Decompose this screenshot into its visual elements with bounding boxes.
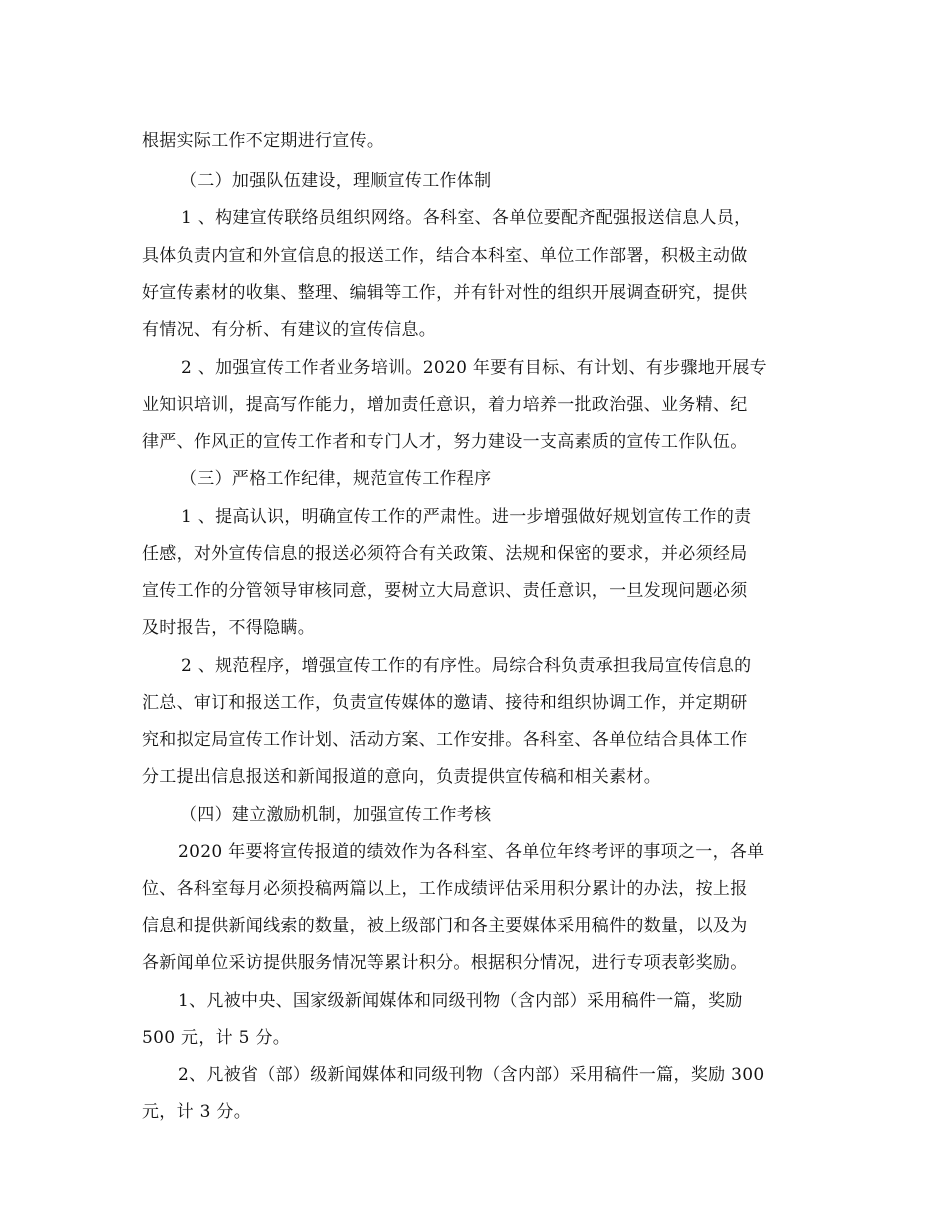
text-line: 究和拟定局宣传工作计划、活动方案、工作安排。各科室、各单位结合具体工作 <box>142 730 748 750</box>
text-line: 根据实际工作不定期进行宣传。 <box>142 131 385 151</box>
text-line: 500 元，计 5 分。 <box>142 1028 291 1048</box>
text-line: 1 、提高认识，明确宣传工作的严肃性。进一步增强做好规划宣传工作的责 <box>181 507 752 527</box>
text-line: 宣传工作的分管领导审核同意，要树立大局意识、责任意识，一旦发现问题必须 <box>142 581 748 601</box>
text-line: 元，计 3 分。 <box>142 1102 252 1122</box>
text-line: 各新闻单位采访提供服务情况等累计积分。根据积分情况，进行专项表彰奖励。 <box>142 953 748 973</box>
text-line: 信息和提供新闻线索的数量，被上级部门和各主要媒体采用稿件的数量，以及为 <box>142 916 748 936</box>
text-line: 汇总、审订和报送工作，负责宣传媒体的邀请、接待和组织协调工作，并定期研 <box>142 693 748 713</box>
text-line: 1、凡被中央、国家级新闻媒体和同级刊物（含内部）采用稿件一篇，奖励 <box>178 991 743 1011</box>
text-line: 2 、加强宣传工作者业务培训。2020 年要有目标、有计划、有步骤地开展专 <box>181 358 767 378</box>
section-heading: （二）加强队伍建设，理顺宣传工作体制 <box>180 171 492 191</box>
text-line: 好宣传素材的收集、整理、编辑等工作，并有针对性的组织开展调查研究，提供 <box>142 283 748 303</box>
section-heading: （三）严格工作纪律，规范宣传工作程序 <box>180 469 492 489</box>
text-line: 1 、构建宣传联络员组织网络。各科室、各单位要配齐配强报送信息人员， <box>181 208 752 228</box>
text-line: 2、凡被省（部）级新闻媒体和同级刊物（含内部）采用稿件一篇，奖励 300 <box>178 1065 765 1085</box>
text-line: 具体负责内宣和外宣信息的报送工作，结合本科室、单位工作部署，积极主动做 <box>142 246 748 266</box>
text-line: 律严、作风正的宣传工作者和专门人才，努力建设一支高素质的宣传工作队伍。 <box>142 432 748 452</box>
text-line: 任感，对外宣传信息的报送必须符合有关政策、法规和保密的要求，并必须经局 <box>142 544 748 564</box>
text-line: 及时报告，不得隐瞒。 <box>142 618 315 638</box>
text-line: 有情况、有分析、有建议的宣传信息。 <box>142 320 437 340</box>
text-line: 2020 年要将宣传报道的绩效作为各科室、各单位年终考评的事项之一，各单 <box>178 842 765 862</box>
text-line: 2 、规范程序，增强宣传工作的有序性。局综合科负责承担我局宣传信息的 <box>181 656 752 676</box>
text-line: 业知识培训，提高写作能力，增加责任意识，着力培养一批政治强、业务精、纪 <box>142 395 748 415</box>
text-line: 分工提出信息报送和新闻报道的意向，负责提供宣传稿和相关素材。 <box>142 767 661 787</box>
text-line: 位、各科室每月必须投稿两篇以上，工作成绩评估采用积分累计的办法，按上报 <box>142 879 748 899</box>
section-heading: （四）建立激励机制，加强宣传工作考核 <box>180 805 492 825</box>
